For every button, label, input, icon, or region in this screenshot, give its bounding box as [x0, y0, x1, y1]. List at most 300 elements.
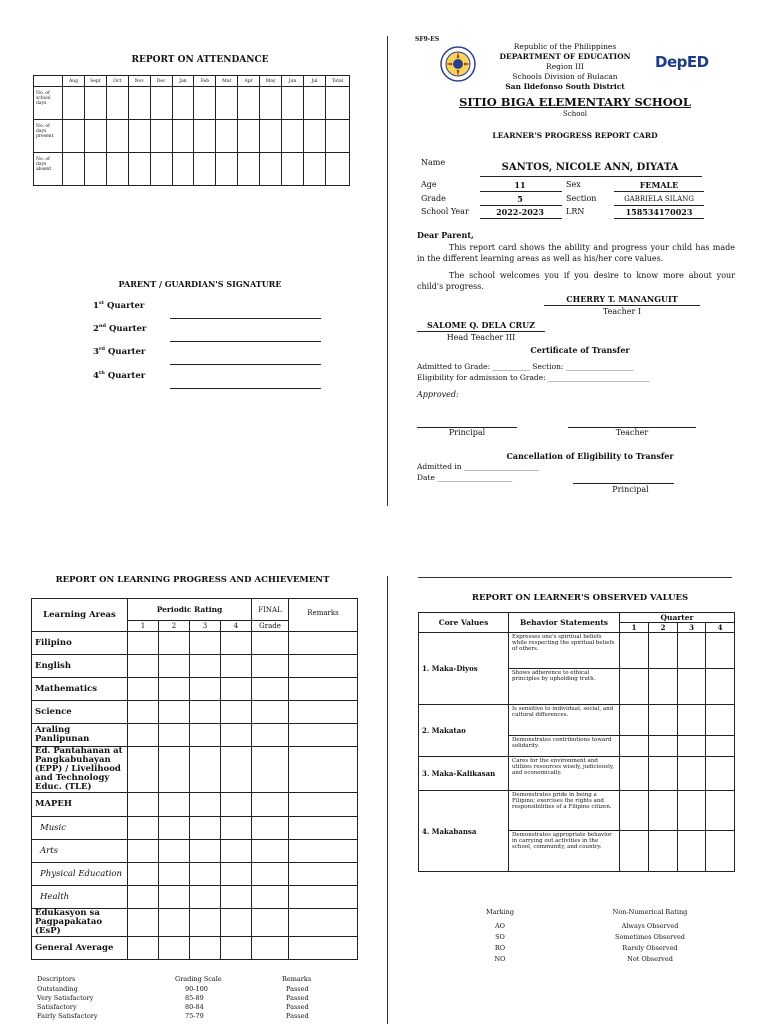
- marking-code: RO: [494, 944, 506, 952]
- values-title: REPORT ON LEARNER'S OBSERVED VALUES: [471, 593, 689, 603]
- learning-area-name: Physical Education: [32, 863, 128, 886]
- attendance-cell[interactable]: [150, 120, 172, 153]
- values-row: [419, 757, 735, 791]
- age-value: 11: [514, 180, 526, 190]
- school-label: School: [563, 110, 587, 118]
- scale-header: Remarks: [282, 975, 312, 983]
- age-underline: [480, 191, 562, 192]
- grade-cell[interactable]: [252, 724, 289, 747]
- attendance-cell[interactable]: [106, 153, 128, 186]
- grade-cell[interactable]: [128, 655, 159, 678]
- grade-cell[interactable]: [159, 655, 190, 678]
- attendance-cell[interactable]: [150, 153, 172, 186]
- signature-quarter-label: [93, 346, 145, 357]
- form-code: SF9-ES: [415, 36, 440, 43]
- teacher-name: CHERRY T. MANANGUIT: [566, 294, 678, 304]
- values-mark-cell[interactable]: [706, 736, 735, 757]
- attendance-month-header: May: [260, 76, 282, 87]
- values-mark-cell[interactable]: [678, 633, 706, 669]
- attendance-cell[interactable]: [260, 87, 282, 120]
- teacher-title: Teacher I: [602, 307, 642, 316]
- grade-cell[interactable]: [289, 863, 358, 886]
- attendance-cell[interactable]: [238, 87, 260, 120]
- core-value-name: 1. Maka-Diyos: [419, 633, 509, 705]
- deped-logo-text: DepED: [655, 53, 709, 71]
- name-underline: [480, 176, 702, 177]
- grade-cell[interactable]: [128, 909, 159, 937]
- grade-cell[interactable]: [252, 678, 289, 701]
- scale-cell: Outstanding: [37, 985, 78, 993]
- attendance-month-header: Dec: [150, 76, 172, 87]
- grade-cell[interactable]: [159, 724, 190, 747]
- behavior-statement: Demonstrates contributions toward solidarity.: [509, 736, 620, 757]
- values-mark-cell[interactable]: [649, 633, 678, 669]
- grade-cell[interactable]: [221, 909, 252, 937]
- signature-line[interactable]: [170, 318, 321, 319]
- learning-area-row: [32, 937, 358, 960]
- grade-cell[interactable]: [252, 863, 289, 886]
- grade-cell[interactable]: [221, 632, 252, 655]
- grade-cell[interactable]: [128, 678, 159, 701]
- learning-area-row: [32, 655, 358, 678]
- attendance-cell[interactable]: [194, 87, 216, 120]
- scale-cell: Passed: [286, 1003, 309, 1011]
- learning-area-row: [32, 724, 358, 747]
- grade-cell[interactable]: [221, 701, 252, 724]
- grade-cell[interactable]: [252, 909, 289, 937]
- scale-cell: Passed: [286, 985, 309, 993]
- values-mark-cell[interactable]: [706, 669, 735, 705]
- attendance-table: [33, 75, 350, 186]
- attendance-cell[interactable]: [216, 120, 238, 153]
- quarter-number: 2: [93, 323, 99, 334]
- grade-cell[interactable]: [289, 793, 358, 817]
- col-quarter: Quarter: [620, 613, 735, 623]
- attendance-month-header: Mar: [216, 76, 238, 87]
- attendance-cell[interactable]: [84, 87, 106, 120]
- learning-area-name: Mathematics: [32, 678, 128, 701]
- grade-cell[interactable]: [252, 817, 289, 840]
- scale-cell: Satisfactory: [37, 1003, 77, 1011]
- scale-cell: 75-79: [185, 1012, 204, 1020]
- grade-cell[interactable]: [252, 701, 289, 724]
- values-mark-cell[interactable]: [620, 736, 649, 757]
- grade-cell[interactable]: [289, 724, 358, 747]
- values-mark-cell[interactable]: [678, 736, 706, 757]
- deped-logo: [655, 52, 710, 74]
- values-mark-cell[interactable]: [620, 757, 649, 791]
- col-grade: Grade: [252, 621, 289, 632]
- scale-cell: 80-84: [185, 1003, 204, 1011]
- signature-quarter-label: [93, 323, 146, 334]
- grade-cell[interactable]: [289, 747, 358, 793]
- grade-cell[interactable]: [128, 632, 159, 655]
- head-teacher-title: Head Teacher III: [446, 333, 516, 342]
- grade-cell[interactable]: [190, 678, 221, 701]
- learning-area-row: [32, 678, 358, 701]
- behavior-statement: Is sensitive to individual, social, and cultural differences.: [509, 705, 620, 736]
- attendance-row: [34, 153, 350, 186]
- attendance-cell[interactable]: [84, 153, 106, 186]
- values-mark-cell[interactable]: [706, 757, 735, 791]
- values-mark-cell[interactable]: [649, 705, 678, 736]
- grade-cell[interactable]: [159, 632, 190, 655]
- attendance-cell[interactable]: [128, 153, 150, 186]
- attendance-cell[interactable]: [128, 87, 150, 120]
- attendance-month-header: Feb: [194, 76, 216, 87]
- quarter-ordinal: th: [98, 370, 105, 376]
- values-mark-cell[interactable]: [620, 633, 649, 669]
- attendance-cell[interactable]: [194, 153, 216, 186]
- grade-cell[interactable]: [190, 724, 221, 747]
- signature-line[interactable]: [170, 364, 321, 365]
- attendance-month-header: Jul: [303, 76, 325, 87]
- values-quarter-header: 3: [678, 623, 706, 633]
- learning-area-row: [32, 840, 358, 863]
- learning-area-name: Edukasyon sa Pagpapakatao (EsP): [32, 909, 128, 937]
- transfer-admitted: Admitted to Grade: __________ Section: __________________: [417, 362, 634, 371]
- attendance-month-header: Nov: [128, 76, 150, 87]
- quarter-ordinal: nd: [98, 323, 107, 329]
- grade-cell[interactable]: [159, 840, 190, 863]
- grade-cell[interactable]: [221, 840, 252, 863]
- grade-cell[interactable]: [190, 655, 221, 678]
- quarter-ordinal: rd: [98, 346, 106, 352]
- values-mark-cell[interactable]: [678, 831, 706, 872]
- attendance-cell[interactable]: [260, 120, 282, 153]
- grade-cell[interactable]: [190, 817, 221, 840]
- grade-cell[interactable]: [128, 886, 159, 909]
- behavior-statement: Demonstrates appropriate behavior in carrying out activities in the school, community, and country.: [509, 831, 620, 872]
- attendance-cell[interactable]: [150, 87, 172, 120]
- quarter-header: 1: [128, 621, 159, 632]
- signature-line[interactable]: [170, 341, 321, 342]
- values-mark-cell[interactable]: [620, 669, 649, 705]
- marking-header: Marking: [485, 908, 514, 916]
- attendance-cell[interactable]: [194, 120, 216, 153]
- grade-cell[interactable]: [159, 886, 190, 909]
- col-core-values: Core Values: [419, 613, 509, 633]
- grade-cell[interactable]: [289, 817, 358, 840]
- grade-cell[interactable]: [159, 747, 190, 793]
- signature-quarter-label: [93, 370, 145, 381]
- attendance-row: [34, 87, 350, 120]
- values-mark-cell[interactable]: [706, 633, 735, 669]
- quarter-header: 4: [221, 621, 252, 632]
- values-row: [419, 791, 735, 831]
- deped-seal-icon: [440, 46, 476, 82]
- values-table: [418, 612, 735, 872]
- vertical-divider-bottom: [387, 576, 388, 1024]
- attendance-cell[interactable]: [172, 120, 194, 153]
- values-mark-cell[interactable]: [649, 669, 678, 705]
- learning-area-row: [32, 817, 358, 840]
- grade-cell[interactable]: [221, 886, 252, 909]
- grade-cell[interactable]: [159, 793, 190, 817]
- grade-cell[interactable]: [289, 937, 358, 960]
- transfer-approved: Approved:: [417, 390, 459, 399]
- grade-cell[interactable]: [190, 909, 221, 937]
- grade-cell[interactable]: [289, 678, 358, 701]
- attendance-cell[interactable]: [326, 87, 350, 120]
- grade-cell[interactable]: [289, 632, 358, 655]
- attendance-cell[interactable]: [303, 87, 325, 120]
- region-text: Region III: [546, 62, 584, 71]
- lrn-underline: [614, 218, 704, 219]
- values-mark-cell[interactable]: [649, 757, 678, 791]
- cancellation-principal-line: [573, 483, 674, 484]
- values-quarter-header: 4: [706, 623, 735, 633]
- grade-cell[interactable]: [159, 678, 190, 701]
- transfer-eligibility: Eligibility for admission to Grade: ___________________________: [417, 373, 650, 382]
- col-periodic-rating: Periodic Rating: [128, 599, 252, 621]
- grade-underline: [480, 205, 562, 206]
- behavior-statement: Cares for the environment and utilizes resources wisely, judiciously, and economically.: [509, 757, 620, 791]
- grade-cell[interactable]: [159, 701, 190, 724]
- scale-cell: Very Satisfactory: [37, 994, 94, 1002]
- learning-table: [31, 598, 358, 960]
- cancellation-title: Cancellation of Eligibility to Transfer: [506, 451, 674, 461]
- attendance-cell[interactable]: [282, 153, 304, 186]
- values-mark-cell[interactable]: [706, 831, 735, 872]
- attendance-cell[interactable]: [282, 120, 304, 153]
- behavior-statement: Demonstrates pride in being a Filipino; exercises the rights and responsibilities of a Filipino citizen.: [509, 791, 620, 831]
- learning-area-row: [32, 701, 358, 724]
- attendance-cell[interactable]: [238, 120, 260, 153]
- attendance-cell[interactable]: [128, 120, 150, 153]
- attendance-row-label: No. of school days: [34, 87, 63, 120]
- grade-cell[interactable]: [159, 863, 190, 886]
- attendance-cell[interactable]: [303, 153, 325, 186]
- attendance-row-label: No. of days present: [34, 120, 63, 153]
- attendance-cell[interactable]: [326, 120, 350, 153]
- attendance-cell[interactable]: [172, 153, 194, 186]
- grade-cell[interactable]: [221, 678, 252, 701]
- grade-cell[interactable]: [128, 863, 159, 886]
- core-value-name: 2. Makatao: [419, 705, 509, 757]
- grade-cell[interactable]: [128, 701, 159, 724]
- attendance-month-header: Total: [326, 76, 350, 87]
- grade-cell[interactable]: [252, 632, 289, 655]
- grade-cell[interactable]: [190, 701, 221, 724]
- attendance-cell[interactable]: [63, 87, 85, 120]
- grade-cell[interactable]: [289, 701, 358, 724]
- vertical-divider-top: [387, 36, 388, 506]
- grade-cell[interactable]: [128, 937, 159, 960]
- values-mark-cell[interactable]: [678, 669, 706, 705]
- values-mark-cell[interactable]: [649, 791, 678, 831]
- attendance-row: [34, 120, 350, 153]
- learning-area-name: Araling Panlipunan: [32, 724, 128, 747]
- col-remarks: Remarks: [289, 599, 358, 632]
- sy-underline: [480, 218, 562, 219]
- department-text: DEPARTMENT OF EDUCATION: [499, 52, 631, 61]
- learning-area-name: MAPEH: [32, 793, 128, 817]
- grade-cell[interactable]: [289, 909, 358, 937]
- attendance-cell[interactable]: [84, 120, 106, 153]
- grade-cell[interactable]: [128, 747, 159, 793]
- quarter-word: Quarter: [104, 300, 145, 311]
- attendance-cell[interactable]: [326, 153, 350, 186]
- grade-cell[interactable]: [159, 937, 190, 960]
- grade-cell[interactable]: [221, 747, 252, 793]
- attendance-cell[interactable]: [216, 87, 238, 120]
- head-teacher-underline: [417, 331, 545, 332]
- learning-area-row: [32, 909, 358, 937]
- grade-cell[interactable]: [252, 747, 289, 793]
- attendance-month-header: Jun: [282, 76, 304, 87]
- marking-description: Not Observed: [627, 955, 673, 963]
- values-mark-cell[interactable]: [678, 757, 706, 791]
- grade-cell[interactable]: [221, 724, 252, 747]
- transfer-title: Certificate of Transfer: [530, 345, 630, 355]
- cancellation-principal: Principal: [612, 485, 649, 494]
- district-text: San Ildefonso South District: [505, 82, 625, 91]
- attendance-month-header: Aug: [63, 76, 85, 87]
- grade-cell[interactable]: [221, 937, 252, 960]
- learning-area-name: English: [32, 655, 128, 678]
- sy-value: 2022-2023: [496, 207, 544, 217]
- core-value-name: 4. Makabansa: [419, 791, 509, 872]
- marking-code: SO: [495, 933, 505, 941]
- transfer-principal: Principal: [448, 428, 486, 437]
- attendance-cell[interactable]: [172, 87, 194, 120]
- division-text: Schools Division of Bulacan: [512, 72, 618, 81]
- grade-cell[interactable]: [289, 886, 358, 909]
- sex-underline: [614, 191, 704, 192]
- grade-cell[interactable]: [221, 863, 252, 886]
- grade-cell[interactable]: [252, 886, 289, 909]
- attendance-cell[interactable]: [216, 153, 238, 186]
- values-mark-cell[interactable]: [620, 831, 649, 872]
- attendance-month-header: Oct: [106, 76, 128, 87]
- values-mark-cell[interactable]: [649, 736, 678, 757]
- sex-label: Sex: [566, 180, 581, 189]
- marking-description: Sometimes Observed: [615, 933, 685, 941]
- grade-cell[interactable]: [190, 863, 221, 886]
- learner-name: SANTOS, NICOLE ANN, DIYATA: [501, 162, 679, 173]
- attendance-cell[interactable]: [260, 153, 282, 186]
- grade-cell[interactable]: [252, 655, 289, 678]
- quarter-word: Quarter: [105, 346, 146, 357]
- learning-title: REPORT ON LEARNING PROGRESS AND ACHIEVEMENT: [55, 575, 330, 585]
- signature-quarter-label: [93, 300, 144, 311]
- transfer-teacher: Teacher: [615, 428, 649, 437]
- attendance-cell[interactable]: [106, 120, 128, 153]
- values-mark-cell[interactable]: [649, 831, 678, 872]
- grade-cell[interactable]: [190, 632, 221, 655]
- section-label: Section: [566, 194, 597, 203]
- grade-cell[interactable]: [190, 937, 221, 960]
- quarter-number: 4: [93, 370, 99, 381]
- values-mark-cell[interactable]: [706, 791, 735, 831]
- name-label: Name: [421, 158, 446, 167]
- grade-cell[interactable]: [289, 840, 358, 863]
- quarter-word: Quarter: [104, 370, 146, 381]
- signature-line[interactable]: [170, 388, 321, 389]
- attendance-month-header: Jan: [172, 76, 194, 87]
- attendance-cell[interactable]: [63, 120, 85, 153]
- grade-cell[interactable]: [252, 793, 289, 817]
- top-rule-values: [418, 577, 732, 578]
- age-label: Age: [421, 180, 437, 189]
- grade-cell[interactable]: [221, 817, 252, 840]
- scale-cell: Passed: [286, 1012, 309, 1020]
- col-behavior-statements: Behavior Statements: [509, 613, 620, 633]
- grade-cell[interactable]: [190, 747, 221, 793]
- values-mark-cell[interactable]: [620, 791, 649, 831]
- marking-code: NO: [494, 955, 506, 963]
- grade-cell[interactable]: [128, 840, 159, 863]
- attendance-cell[interactable]: [282, 87, 304, 120]
- marking-description: Always Observed: [621, 922, 679, 930]
- grade-cell[interactable]: [252, 840, 289, 863]
- learning-area-name: General Average: [32, 937, 128, 960]
- attendance-cell[interactable]: [63, 153, 85, 186]
- quarter-number: 1: [93, 300, 99, 311]
- attendance-cell[interactable]: [238, 153, 260, 186]
- scale-header: Descriptors: [37, 975, 76, 983]
- quarter-word: Quarter: [106, 323, 147, 334]
- grade-cell[interactable]: [190, 840, 221, 863]
- learning-area-name: Science: [32, 701, 128, 724]
- grade-cell[interactable]: [128, 724, 159, 747]
- grade-cell[interactable]: [221, 793, 252, 817]
- scale-cell: 85-89: [185, 994, 204, 1002]
- learning-area-name: Health: [32, 886, 128, 909]
- grade-cell[interactable]: [128, 793, 159, 817]
- values-mark-cell[interactable]: [678, 705, 706, 736]
- grade-value: 5: [517, 194, 523, 204]
- values-mark-cell[interactable]: [678, 791, 706, 831]
- card-title: LEARNER'S PROGRESS REPORT CARD: [492, 131, 658, 140]
- lrn-value: 158534170023: [625, 207, 693, 217]
- values-row: [419, 705, 735, 736]
- attendance-month-header: Sept: [84, 76, 106, 87]
- values-quarter-header: 1: [620, 623, 649, 633]
- grade-cell[interactable]: [159, 817, 190, 840]
- grade-cell[interactable]: [252, 937, 289, 960]
- grade-cell[interactable]: [128, 817, 159, 840]
- section-underline: [614, 205, 704, 206]
- learning-area-name: Arts: [32, 840, 128, 863]
- attendance-corner: [34, 76, 63, 87]
- behavior-statement: Shows adherence to ethical principles by upholding truth.: [509, 669, 620, 705]
- values-quarter-header: 2: [649, 623, 678, 633]
- scale-cell: 90-100: [185, 985, 208, 993]
- attendance-cell[interactable]: [106, 87, 128, 120]
- cancellation-admitted: Admitted in ____________________: [417, 462, 539, 471]
- grade-cell[interactable]: [159, 909, 190, 937]
- quarter-header: 3: [190, 621, 221, 632]
- quarter-number: 3: [93, 346, 99, 357]
- signature-title: PARENT / GUARDIAN'S SIGNATURE: [118, 279, 282, 289]
- grade-cell[interactable]: [190, 886, 221, 909]
- values-mark-cell[interactable]: [620, 705, 649, 736]
- grade-cell[interactable]: [289, 655, 358, 678]
- letter-paragraph-2: The school welcomes you if you desire to know more about your child's progress.: [417, 271, 735, 291]
- values-mark-cell[interactable]: [706, 705, 735, 736]
- lrn-label: LRN: [566, 207, 585, 216]
- letter-paragraph-1: This report card shows the ability and progress your child has made in the different learning areas as well as his/her core values.: [417, 243, 735, 263]
- grade-cell[interactable]: [221, 655, 252, 678]
- learning-area-row: [32, 863, 358, 886]
- attendance-cell[interactable]: [303, 120, 325, 153]
- core-value-name: 3. Maka-Kalikasan: [419, 757, 509, 791]
- learning-area-row: [32, 747, 358, 793]
- grade-cell[interactable]: [190, 793, 221, 817]
- teacher-underline: [544, 305, 700, 306]
